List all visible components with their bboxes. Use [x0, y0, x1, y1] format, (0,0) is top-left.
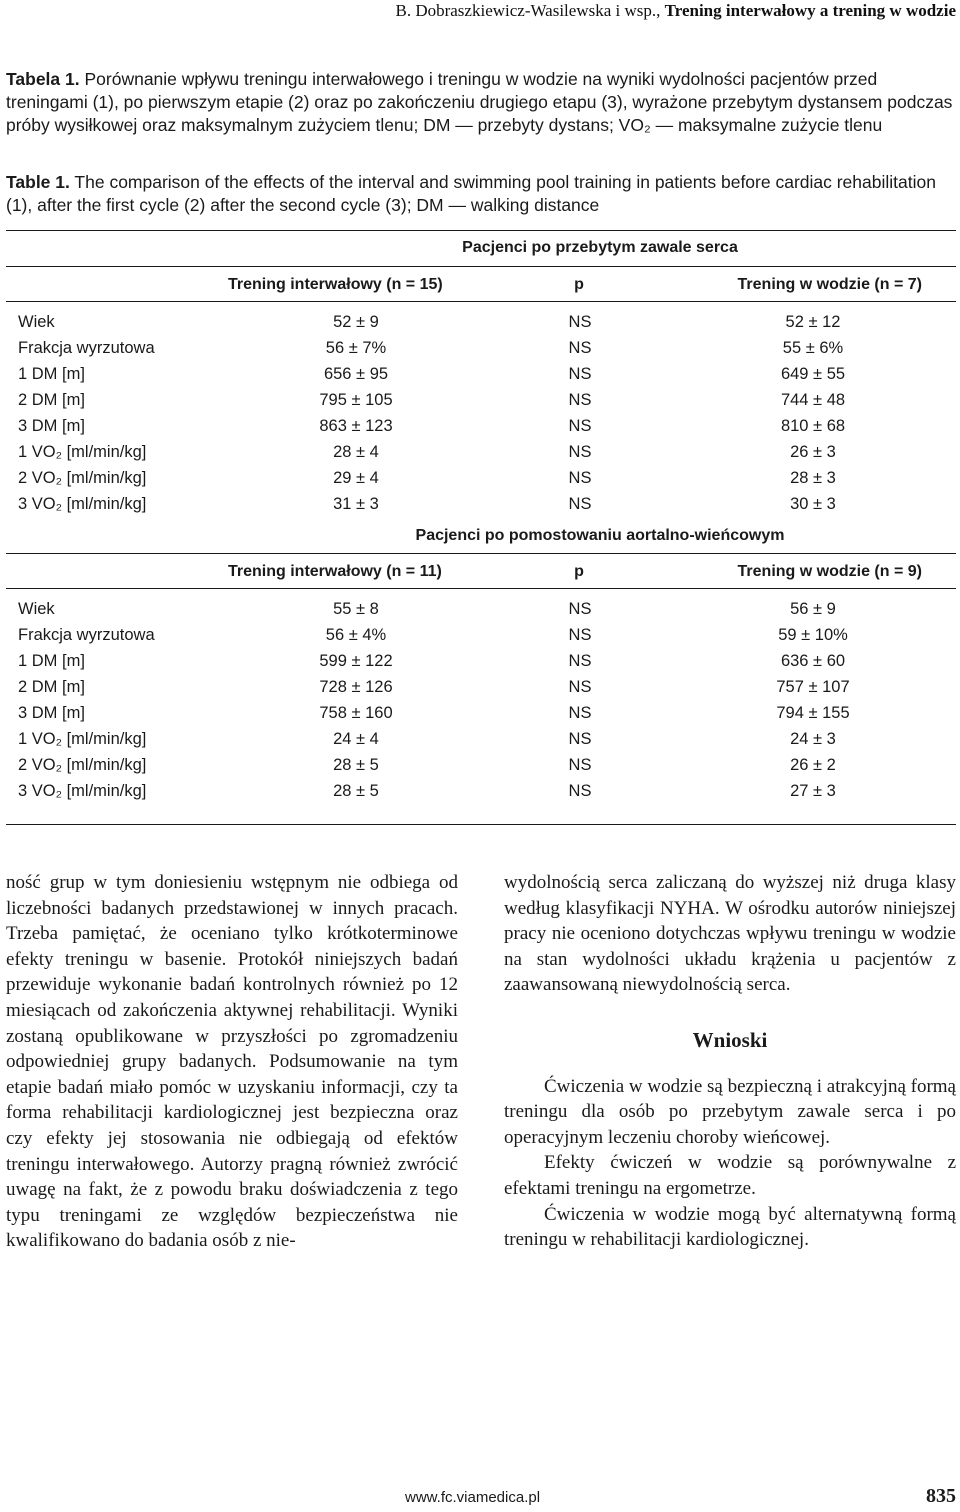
- cell-interval: 795 ± 105: [319, 391, 393, 409]
- cell-water: 56 ± 9: [790, 600, 836, 618]
- running-head-authors: B. Dobraszkiewicz-Wasilewska i wsp.,: [395, 1, 661, 20]
- cell-water: 26 ± 2: [790, 756, 836, 774]
- cell-p: NS: [568, 730, 592, 748]
- cell-interval: 28 ± 5: [333, 782, 379, 800]
- cell-p: NS: [568, 469, 592, 487]
- cell-p: NS: [568, 600, 592, 618]
- table-row: [0, 494, 960, 520]
- row-label: 3 DM [m]: [18, 704, 85, 722]
- cell-interval: 863 ± 123: [319, 417, 393, 435]
- row-label: Frakcja wyrzutowa: [18, 339, 155, 357]
- table-row: [0, 729, 960, 755]
- conclusion-paragraph: Ćwiczenia w wodzie mogą być alternatywną formą treningu w rehabilitacji kardiologicznej.: [504, 1203, 956, 1251]
- table-bottom-rule: [6, 824, 956, 825]
- cell-interval: 29 ± 4: [333, 469, 379, 487]
- cell-interval: 758 ± 160: [319, 704, 393, 722]
- cell-water: 26 ± 3: [790, 443, 836, 461]
- table-row: [0, 599, 960, 625]
- table-top-rule: [6, 230, 956, 231]
- column-header-interval-training: Trening interwałowy (n = 15): [228, 276, 443, 293]
- footer-url: www.fc.viamedica.pl: [405, 1489, 541, 1506]
- table-caption-english: [6, 171, 956, 217]
- caption-text-polish: Porównanie wpływu treningu interwałowego i treningu w wodzie na wyniki wydolności pacjentów przed treningami (1), po pierwszym etapie (2) oraz po zakończeniu drugiego etapu (3), wyrażone przebytym dystansem podczas próby wysiłkowej oraz maksymalnym zużyciem tlenu; DM — przebyty dystans; VO₂ — maksymalne zużycie tlenu: [6, 69, 953, 135]
- cell-p: NS: [568, 313, 592, 331]
- cell-water: 24 ± 3: [790, 730, 836, 748]
- cell-water: 28 ± 3: [790, 469, 836, 487]
- row-label: 1 VO₂ [ml/min/kg]: [18, 730, 147, 748]
- cell-water: 52 ± 12: [785, 313, 841, 331]
- row-label: 1 VO₂ [ml/min/kg]: [18, 443, 147, 461]
- row-label: 1 DM [m]: [18, 652, 85, 670]
- row-label: 3 VO₂ [ml/min/kg]: [18, 495, 147, 513]
- table-row: [0, 442, 960, 468]
- cell-p: NS: [568, 417, 592, 435]
- table-caption-polish: [6, 68, 956, 137]
- cell-interval: 728 ± 126: [319, 678, 393, 696]
- group-rule: [6, 553, 956, 554]
- cell-water: 757 ± 107: [776, 678, 850, 696]
- cell-p: NS: [568, 652, 592, 670]
- row-label: 3 DM [m]: [18, 417, 85, 435]
- row-label: Wiek: [18, 313, 55, 331]
- table-row: [0, 755, 960, 781]
- row-label: 3 VO₂ [ml/min/kg]: [18, 782, 147, 800]
- cell-interval: 28 ± 4: [333, 443, 379, 461]
- page-number: 835: [926, 1485, 956, 1507]
- row-label: 2 DM [m]: [18, 678, 85, 696]
- cell-p: NS: [568, 626, 592, 644]
- row-label: Frakcja wyrzutowa: [18, 626, 155, 644]
- table-row: [0, 390, 960, 416]
- column-header-p: p: [574, 563, 584, 580]
- table-row: [0, 312, 960, 338]
- table-row: [0, 468, 960, 494]
- cell-water: 30 ± 3: [790, 495, 836, 513]
- cell-water: 59 ± 10%: [778, 626, 848, 644]
- cell-interval: 28 ± 5: [333, 756, 379, 774]
- body-column-left: [6, 870, 458, 1254]
- paragraph: ność grup w tym doniesieniu wstępnym nie odbiega od liczebności badanych przedstawionej w innych pracach. Trzeba pamiętać, że oceniano tylko krótkoterminowe efekty treningu w basenie. Protokół niniejszych badań przewiduje wykonanie badań kontrolnych również po 12 miesiącach od zakończenia aktywnej rehabilitacji. Wyniki zostaną opublikowane w przyszłości po zgromadzeniu odpowiedniej grupy badanych. Podsumowanie na tym etapie badań miało pomóc w uzyskaniu informacji, czy ta forma rehabilitacji kardiologicznej jest bezpieczna oraz czy efekty jej stosowania nie odbiegają od efektów treningu interwałowego. Autorzy pragną również zwrócić uwagę na fakt, że z powodu braku doświadczenia z tego typu treningami ze względów bezpieczeństwa nie kwalifikowano do badania osób z nie-: [6, 872, 458, 1252]
- table-row: [0, 338, 960, 364]
- caption-text-english: The comparison of the effects of the interval and swimming pool training in patients before cardiac rehabilitation (1), after the first cycle (2) after the second cycle (3); DM — walking distance: [6, 172, 936, 215]
- cell-p: NS: [568, 365, 592, 383]
- cell-p: NS: [568, 782, 592, 800]
- group-title-cabg: Pacjenci po pomostowaniu aortalno-wieńcowym: [415, 527, 785, 544]
- cell-interval: 599 ± 122: [319, 652, 393, 670]
- row-label: Wiek: [18, 600, 55, 618]
- cell-p: NS: [568, 495, 592, 513]
- table-row: [0, 364, 960, 390]
- conclusion-paragraph: Ćwiczenia w wodzie są bezpieczną i atrakcyjną formą treningu dla osób po przebytym zawale serca i po operacyjnym leczeniu choroby wieńcowej.: [504, 1075, 956, 1148]
- column-header-water-training: Trening w wodzie (n = 7): [737, 276, 922, 293]
- running-head: [395, 0, 956, 22]
- cell-p: NS: [568, 339, 592, 357]
- header-rule: [6, 588, 956, 589]
- row-label: 1 DM [m]: [18, 365, 85, 383]
- table-row: [0, 651, 960, 677]
- cell-interval: 56 ± 7%: [325, 339, 387, 357]
- cell-water: 744 ± 48: [780, 391, 846, 409]
- cell-p: NS: [568, 756, 592, 774]
- table-row: [0, 625, 960, 651]
- cell-water: 649 ± 55: [780, 365, 846, 383]
- header-rule: [6, 301, 956, 302]
- row-label: 2 DM [m]: [18, 391, 85, 409]
- table-row: [0, 781, 960, 807]
- column-header-p: p: [574, 276, 584, 293]
- cell-water: 27 ± 3: [790, 782, 836, 800]
- cell-water: 55 ± 6%: [782, 339, 844, 357]
- body-column-right: [504, 870, 956, 1253]
- cell-p: NS: [568, 391, 592, 409]
- group-title-myocardial-infarction: Pacjenci po przebytym zawale serca: [462, 239, 738, 256]
- cell-water: 810 ± 68: [780, 417, 846, 435]
- column-header-water-training: Trening w wodzie (n = 9): [737, 563, 922, 580]
- row-label: 2 VO₂ [ml/min/kg]: [18, 756, 147, 774]
- section-title-conclusions: Wnioski: [692, 1027, 768, 1052]
- cell-interval: 56 ± 4%: [325, 626, 387, 644]
- column-header-interval-training: Trening interwałowy (n = 11): [228, 563, 442, 580]
- cell-p: NS: [568, 704, 592, 722]
- row-label: 2 VO₂ [ml/min/kg]: [18, 469, 147, 487]
- group-rule: [6, 266, 956, 267]
- cell-p: NS: [568, 443, 592, 461]
- conclusion-paragraph: Efekty ćwiczeń w wodzie są porównywalne z efektami treningu na ergometrze.: [504, 1152, 956, 1199]
- cell-interval: 24 ± 4: [333, 730, 379, 748]
- cell-interval: 55 ± 8: [333, 600, 379, 618]
- table-row: [0, 677, 960, 703]
- cell-interval: 31 ± 3: [333, 495, 379, 513]
- running-head-title: Trening interwałowy a trening w wodzie: [664, 1, 956, 20]
- cell-water: 636 ± 60: [780, 652, 846, 670]
- caption-label-english: Table 1.: [6, 172, 70, 192]
- cell-p: NS: [568, 678, 592, 696]
- cell-water: 794 ± 155: [776, 704, 850, 722]
- table-row: [0, 416, 960, 442]
- cell-interval: 52 ± 9: [333, 313, 379, 331]
- cell-interval: 656 ± 95: [323, 365, 389, 383]
- paragraph: wydolnością serca zaliczaną do wyższej niż druga klasy według klasyfikacji NYHA. W ośrodku autorów niniejszej pracy nie oceniono dotychczas wpływu treningu w wodzie na stan wydolności układu krążenia u pacjentów z zaawansowaną niewydolnością serca.: [504, 872, 956, 996]
- table-row: [0, 703, 960, 729]
- caption-label-polish: Tabela 1.: [6, 69, 80, 89]
